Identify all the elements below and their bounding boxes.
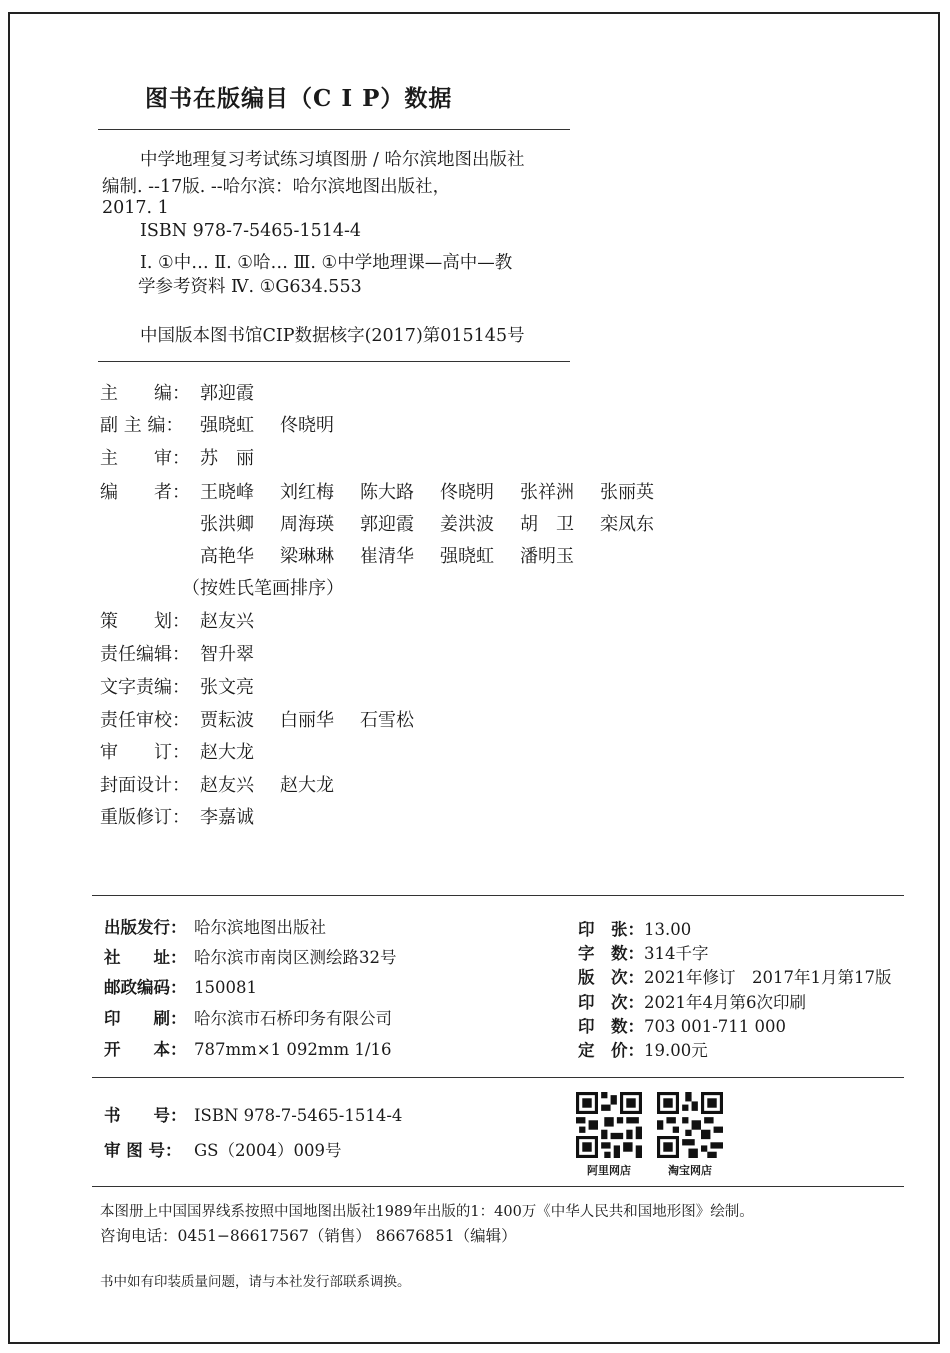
spec-value: 314千字	[644, 944, 709, 963]
pub-value: 哈尔滨市南岗区测绘路32号	[194, 948, 397, 967]
staff-row	[100, 771, 360, 797]
spec-label: 印 次：	[578, 993, 644, 1012]
divider	[92, 1077, 904, 1078]
book-number-row	[104, 1102, 402, 1126]
spec-row	[578, 964, 891, 988]
qr-label: 淘宝网店	[668, 1164, 712, 1177]
boundary-note: 本图册上中国国界线系按照中国地图出版社1989年出版的1：400万《中华人民共和国地形图》绘制。	[100, 1204, 754, 1220]
staff-name: 贾耘波	[200, 710, 254, 731]
pub-label: 出版发行：	[104, 918, 187, 937]
staff-name: 赵友兴	[200, 611, 254, 632]
pub-row	[104, 1036, 391, 1060]
staff-row	[100, 803, 280, 829]
staff-name: 佟晓明	[440, 482, 494, 503]
pub-value: 哈尔滨地图出版社	[194, 918, 326, 937]
staff-name: 姜洪波	[440, 514, 494, 535]
pub-row	[104, 914, 326, 938]
cip-line: ISBN 978-7-5465-1514-4	[140, 221, 362, 241]
staff-row	[100, 510, 680, 536]
staff-name: 郭迎霞	[200, 383, 254, 404]
cip-line: 中学地理复习考试练习填图册 / 哈尔滨地图出版社	[140, 150, 525, 170]
staff-row	[100, 379, 280, 405]
spec-row	[578, 1013, 786, 1037]
cip-line: Ⅰ. ①中… Ⅱ. ①哈… Ⅲ. ①中学地理课—高中—教	[140, 253, 513, 273]
staff-name: 潘明玉	[520, 546, 574, 567]
qr-code-icon[interactable]	[576, 1092, 642, 1158]
pub-value: ISBN 978-7-5465-1514-4	[194, 1106, 403, 1125]
staff-name: 佟晓明	[280, 415, 334, 436]
staff-name: 刘红梅	[280, 482, 334, 503]
staff-row	[100, 673, 280, 699]
staff-name: 白丽华	[280, 710, 334, 731]
pub-value: 哈尔滨市石桥印务有限公司	[194, 1009, 392, 1028]
cip-line: 2017. 1	[102, 198, 169, 218]
divider	[92, 895, 904, 896]
map-review-row	[104, 1137, 341, 1161]
staff-name: 赵友兴	[200, 775, 254, 796]
staff-name: 赵大龙	[200, 742, 254, 763]
cip-approval: 中国版本图书馆CIP数据核字(2017)第015145号	[140, 326, 525, 346]
spec-row	[578, 989, 806, 1013]
staff-name: 张文亮	[200, 677, 254, 698]
staff-name: 赵大龙	[280, 775, 334, 796]
spec-value: 13.00	[644, 920, 692, 939]
spec-value: 2021年4月第6次印刷	[644, 993, 806, 1012]
staff-name: 崔清华	[360, 546, 414, 567]
staff-label: 副 主 编：	[100, 415, 184, 436]
staff-note: （按姓氏笔画排序）	[182, 578, 344, 599]
cip-line: 学参考资料 Ⅳ. ①G634.553	[138, 277, 362, 297]
pub-value: 150081	[194, 978, 257, 997]
pub-label: 印 刷：	[104, 1009, 187, 1028]
cip-line: 编制. --17版. --哈尔滨：哈尔滨地图出版社，	[102, 177, 451, 197]
staff-name: 苏 丽	[200, 448, 254, 469]
staff-name: 陈大路	[360, 482, 414, 503]
cip-title: 图书在版编目（C I P）数据	[145, 85, 453, 112]
spec-label: 定 价：	[578, 1041, 644, 1060]
staff-label: 编 者：	[100, 482, 190, 503]
staff-label: 重版修订：	[100, 807, 190, 828]
staff-label: 审 订：	[100, 742, 190, 763]
pub-row	[104, 944, 397, 968]
staff-name: 强晓虹	[440, 546, 494, 567]
pub-row	[104, 974, 257, 998]
staff-row	[100, 542, 600, 568]
staff-label: 责任审校：	[100, 710, 190, 731]
staff-label: 主 审：	[100, 448, 190, 469]
spec-value: 2021年修订 2017年1月第17版	[644, 968, 892, 987]
phone-note: 咨询电话：0451−86617567（销售） 86676851（编辑）	[100, 1227, 517, 1245]
staff-label: 文字责编：	[100, 677, 190, 698]
pub-label: 邮政编码：	[104, 978, 187, 997]
staff-row	[100, 640, 280, 666]
staff-name: 智升翠	[200, 644, 254, 665]
quality-note: 书中如有印装质量问题，请与本社发行部联系调换。	[100, 1274, 411, 1290]
staff-name: 强晓虹	[200, 415, 254, 436]
staff-name: 李嘉诚	[200, 807, 254, 828]
staff-row	[100, 444, 280, 470]
copyright-page	[8, 12, 940, 1344]
pub-label: 审 图 号：	[104, 1141, 182, 1160]
spec-value: 703 001-711 000	[644, 1017, 787, 1036]
spec-label: 字 数：	[578, 944, 644, 963]
spec-label: 印 数：	[578, 1017, 644, 1036]
staff-name: 高艳华	[200, 546, 254, 567]
staff-row	[100, 574, 344, 600]
staff-name: 张祥洲	[520, 482, 574, 503]
staff-label: 责任编辑：	[100, 644, 190, 665]
pub-label: 社 址：	[104, 948, 187, 967]
staff-name: 王晓峰	[200, 482, 254, 503]
staff-name: 栾凤东	[600, 514, 654, 535]
divider	[98, 129, 570, 130]
spec-label: 版 次：	[578, 968, 644, 987]
pub-label: 开 本：	[104, 1040, 187, 1059]
spec-row	[578, 940, 709, 964]
pub-value: GS（2004）009号	[194, 1141, 342, 1160]
spec-row	[578, 1037, 708, 1061]
divider	[98, 361, 570, 362]
staff-row	[100, 411, 360, 437]
staff-name: 梁琳琳	[280, 546, 334, 567]
staff-row	[100, 738, 280, 764]
staff-label: 主 编：	[100, 383, 190, 404]
staff-label: 封面设计：	[100, 775, 190, 796]
qr-label: 阿里网店	[587, 1164, 631, 1177]
pub-label: 书 号：	[104, 1106, 187, 1125]
staff-name: 张洪卿	[200, 514, 254, 535]
staff-name: 周海瑛	[280, 514, 334, 535]
pub-value: 787mm×1 092mm 1/16	[194, 1040, 392, 1059]
pub-row	[104, 1005, 392, 1029]
spec-row	[578, 916, 691, 940]
staff-row	[100, 706, 440, 732]
staff-row	[100, 607, 280, 633]
divider	[92, 1186, 904, 1187]
staff-label: 策 划：	[100, 611, 190, 632]
spec-label: 印 张：	[578, 920, 644, 939]
spec-value: 19.00元	[644, 1041, 708, 1060]
staff-row	[100, 478, 680, 504]
staff-name: 张丽英	[600, 482, 654, 503]
staff-name: 胡 卫	[520, 514, 574, 535]
staff-name: 石雪松	[360, 710, 414, 731]
qr-code-icon[interactable]	[657, 1092, 723, 1158]
staff-name: 郭迎霞	[360, 514, 414, 535]
